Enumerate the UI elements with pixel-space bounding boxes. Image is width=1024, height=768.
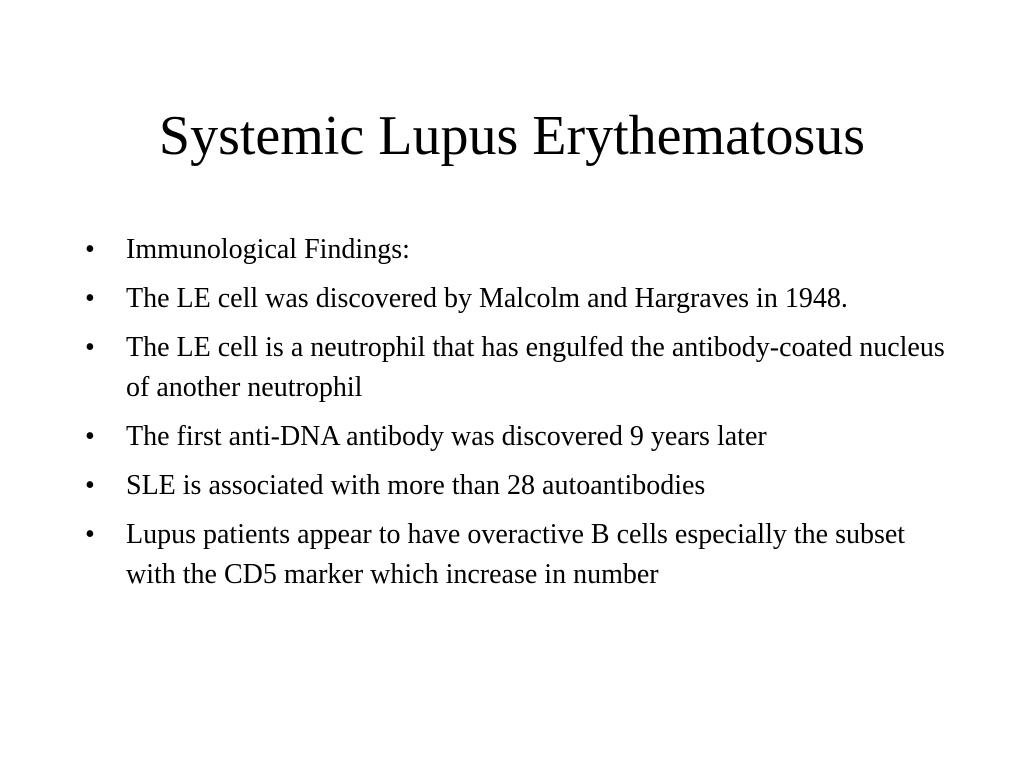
bullet-item [85,515,955,595]
bullet-icon: • [85,421,95,452]
bullet-text: The first anti-DNA antibody was discovered 9 years later [126,421,767,452]
bullet-text: Immunological Findings: [126,234,410,265]
bullet-icon: • [85,332,95,363]
bullet-item [85,466,955,506]
bullet-icon: • [85,519,95,550]
bullet-icon: • [85,283,95,314]
bullet-item [85,328,955,408]
slide-title: Systemic Lupus Erythematosus [158,105,866,167]
bullet-icon: • [85,234,95,265]
bullet-text: The LE cell is a neutrophil that has engulfed the antibody-coated nucleus of another neutrophil [126,332,945,403]
bullet-item [85,417,955,457]
bullet-item [85,279,955,319]
bullet-list [85,230,955,604]
bullet-text: SLE is associated with more than 28 autoantibodies [126,470,706,501]
bullet-icon: • [85,470,95,501]
bullet-text: The LE cell was discovered by Malcolm and Hargraves in 1948. [126,283,848,314]
bullet-item [85,230,955,270]
bullet-text: Lupus patients appear to have overactive B cells especially the subset with the CD5 marker which increase in number [126,519,906,590]
